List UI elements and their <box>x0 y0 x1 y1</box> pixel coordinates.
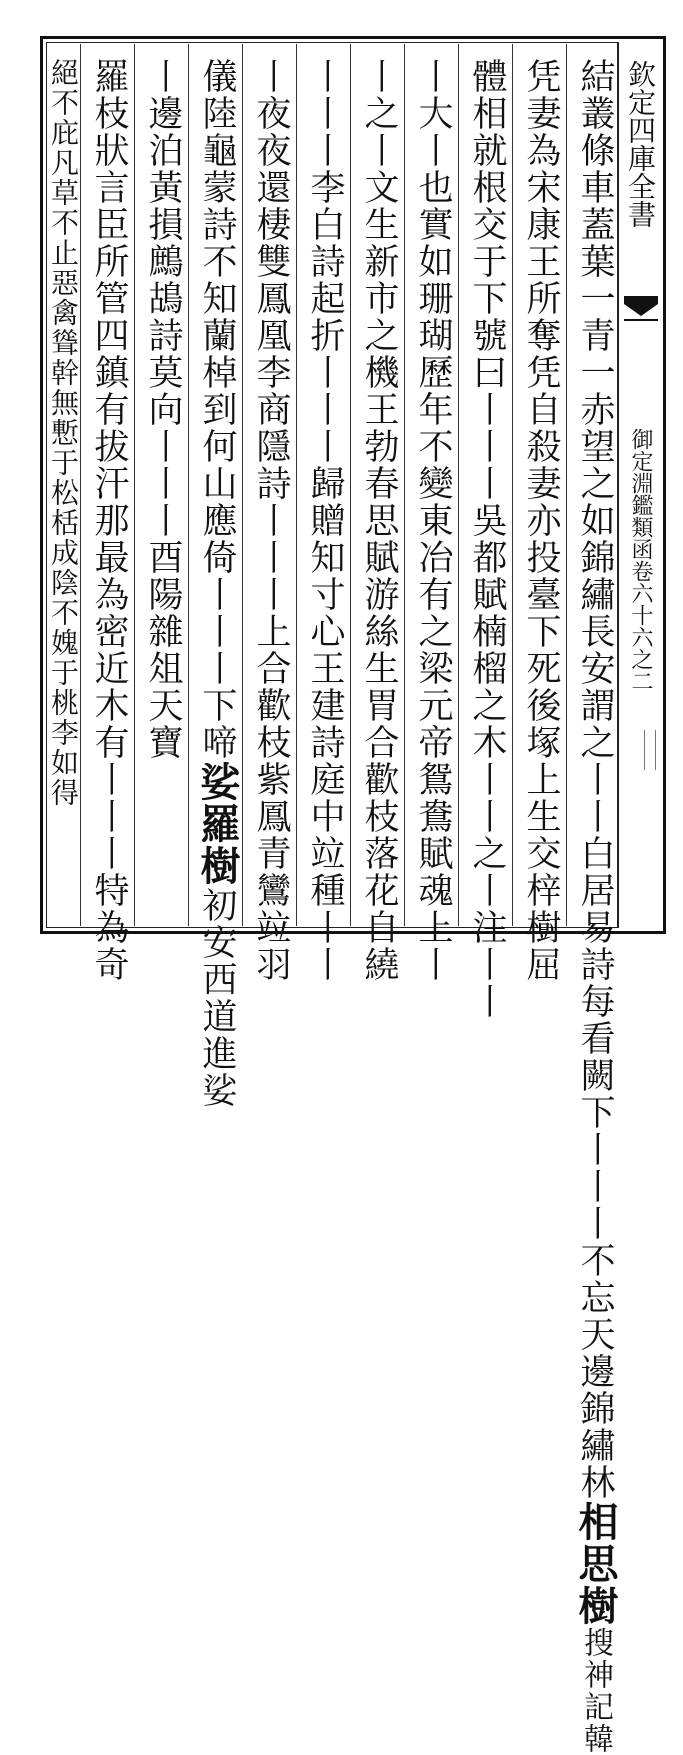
column-rule <box>404 44 405 926</box>
column-rule <box>296 44 297 926</box>
margin-book-title: 欽定四庫全書 <box>624 60 657 228</box>
margin-marks <box>644 730 656 770</box>
text-column-5 <box>300 58 350 983</box>
text-column-6 <box>246 58 296 983</box>
text-column-2 <box>462 58 512 1020</box>
column-text: 儀陸龜蒙詩不知蘭棹到何山應倚丨丨丨下啼 <box>197 58 237 761</box>
column-rule <box>134 44 135 926</box>
column-text: 結叢條車蓋葉一青一赤望之如錦繡長安謂之丨丨白居易詩每看闕下丨丨丨不忘天邊錦繡林 <box>575 58 615 1501</box>
column-rule <box>80 44 81 926</box>
column-text: 丨夜夜還棲雙鳳凰李商隱詩丨丨丨上合歡枝紫鳳青鸞竝羽 <box>251 58 291 983</box>
column-text: 初安西道進娑 <box>197 887 237 1109</box>
column-text: 體相就根交于下號曰丨丨丨吳都賦楠榴之木丨丨之丨注丨丨 <box>467 58 507 1020</box>
column-text: 羅枝狀言臣所管四鎮有拔汗那最為密近木有丨丨丨特為奇 <box>89 58 129 983</box>
text-column-8 <box>138 58 188 924</box>
column-text: 丨丨丨李白詩起折丨丨丨歸贈知寸心王建詩庭中竝種丨丨 <box>305 58 345 983</box>
column-text: 丨邊泊黃損鷓鴣詩莫向丨丨丨 <box>143 58 183 539</box>
headword-xiangsi-shu: 相思樹 <box>572 1501 619 1627</box>
column-text: 絕不庇凡草不止惡禽聳幹無慙于松栝成陰不媿于桃李如得 <box>47 58 80 808</box>
column-rule <box>242 44 243 926</box>
column-rule <box>458 44 459 926</box>
text-column-4 <box>354 58 404 983</box>
column-text: 凭妻為宋康王所奪凭自殺妻亦投臺下死後塚上生交梓樹屈 <box>521 58 561 983</box>
margin-section-title: 御定淵鑑類函 <box>628 428 653 560</box>
headword-suoluo-shu: 娑羅樹 <box>194 761 241 887</box>
column-rule <box>350 44 351 926</box>
column-text: 丨大丨也實如珊瑚歷年不變東冶有之梁元帝鴛鴦賦魂上丨 <box>413 58 453 983</box>
text-column-10 <box>46 58 80 924</box>
text-column-9 <box>84 58 134 983</box>
text-column-1 <box>516 58 566 983</box>
column-text: 丨之丨文生新市之機王勃春思賦游絲生胃合歡枝落花自繞 <box>359 58 399 983</box>
margin-title <box>620 60 660 920</box>
column-rule <box>512 44 513 926</box>
column-rule <box>188 44 189 926</box>
fish-tail-mark-icon <box>622 290 660 332</box>
text-column-3 <box>408 58 458 983</box>
column-rule <box>566 44 567 926</box>
text-column-0 <box>570 58 620 1755</box>
text-column-7 <box>192 58 242 1109</box>
margin-volume: 卷六十六之二 <box>628 560 653 692</box>
column-text: 酉陽雜俎天寶 <box>143 539 183 761</box>
column-text: 搜神記韓 <box>578 1627 613 1755</box>
